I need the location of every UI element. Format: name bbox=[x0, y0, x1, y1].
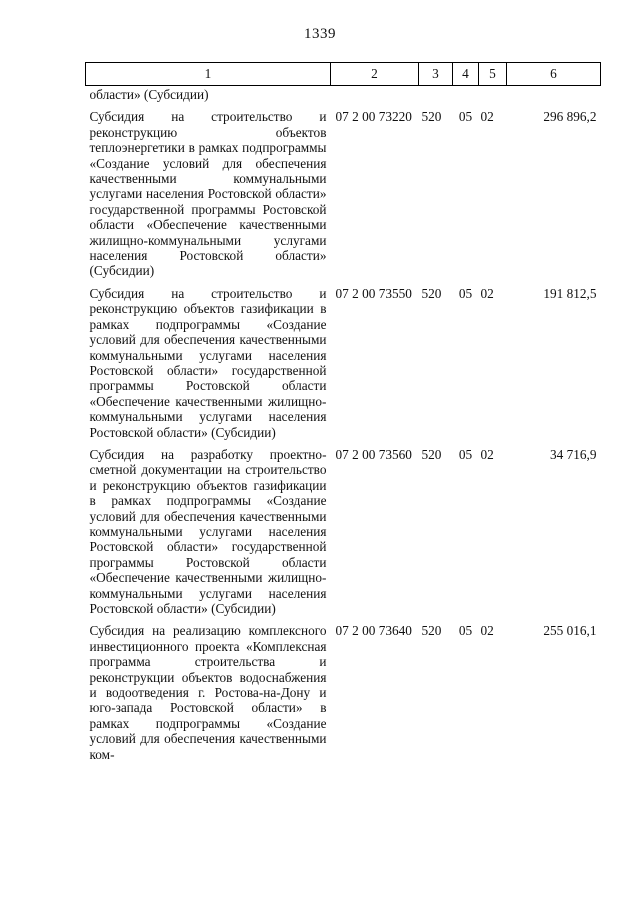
row-rz: 05 bbox=[458, 446, 473, 462]
page-number: 1339 bbox=[304, 26, 336, 42]
row-rz: 05 bbox=[458, 623, 473, 639]
column-header-vr: 3 bbox=[419, 63, 453, 86]
budget-table bbox=[85, 62, 601, 762]
column-header-name: 1 bbox=[86, 63, 331, 86]
row-amount: 255 016,1 bbox=[543, 623, 597, 639]
row-name: Субсидия на строительство и реконструкцию объектов теплоэнергетики в рамках подпрограммы «Создание условий для обеспечения качественными коммунальными услугами населения Ростовской области» государственной программы Ростовской области «Обеспечение качественными жилищно-коммунальными услугами населения Ростовской области» (Субсидии) bbox=[89, 109, 327, 279]
row-vr: 520 bbox=[421, 285, 442, 301]
row-kcsr: 07 2 00 73560 bbox=[335, 446, 412, 462]
row-name: Субсидия на разработку проектно-сметной документации на строительство и реконструкцию объектов газификации в рамках подпрограммы «Создание условий для обеспечения качественными коммунальными услугами населения Ростовской области» государственной программы Ростовской области «Обеспечение качественными жилищно-коммунальными услугами населения Ростовской области» (Субсидии) bbox=[89, 446, 327, 616]
table-row bbox=[86, 102, 601, 278]
table-row bbox=[86, 279, 601, 440]
row-vr: 520 bbox=[421, 109, 442, 125]
row-vr: 520 bbox=[421, 446, 442, 462]
row-amount: 34 716,9 bbox=[549, 446, 597, 462]
row-rz: 05 bbox=[458, 109, 473, 125]
row-kcsr: 07 2 00 73550 bbox=[335, 285, 412, 301]
row-rz: 05 bbox=[458, 285, 473, 301]
column-header-amount: 6 bbox=[507, 63, 601, 86]
row-amount: 191 812,5 bbox=[543, 285, 597, 301]
row-vr: 520 bbox=[421, 623, 442, 639]
row-name: Субсидия на реализацию комплексного инвестиционного проекта «Комплексная программа строительства и реконструкции объектов водоснабжения и водоотведения г. Ростова-на-Дону и юго-запада Ростовской области» в рамках подпрограммы «Создание условий для обеспечения качественными ком- bbox=[89, 623, 327, 762]
row-amount: 296 896,2 bbox=[543, 109, 597, 125]
row-kcsr: 07 2 00 73640 bbox=[335, 623, 412, 639]
column-header-rz: 4 bbox=[453, 63, 479, 86]
row-name: Субсидия на строительство и реконструкцию объектов газификации в рамках подпрограммы «Создание условий для обеспечения качественными коммунальными услугами населения Ростовской области» государственной программы Ростовской области «Обеспечение качественными жилищно-коммунальными услугами населения Ростовской области» (Субсидии) bbox=[89, 285, 327, 440]
carryover-row bbox=[86, 86, 601, 103]
table-body bbox=[86, 86, 601, 763]
row-pr: 02 bbox=[480, 623, 494, 639]
row-kcsr: 07 2 00 73220 bbox=[335, 109, 412, 125]
header-row bbox=[86, 63, 601, 86]
column-header-pr: 5 bbox=[479, 63, 507, 86]
row-pr: 02 bbox=[480, 285, 494, 301]
column-header-kcsr: 2 bbox=[331, 63, 419, 86]
row-pr: 02 bbox=[480, 109, 494, 125]
table-header bbox=[86, 63, 601, 86]
carryover-text: области» (Субсидии) bbox=[89, 87, 209, 102]
table-row bbox=[86, 440, 601, 616]
row-pr: 02 bbox=[480, 446, 494, 462]
table-row bbox=[86, 616, 601, 762]
